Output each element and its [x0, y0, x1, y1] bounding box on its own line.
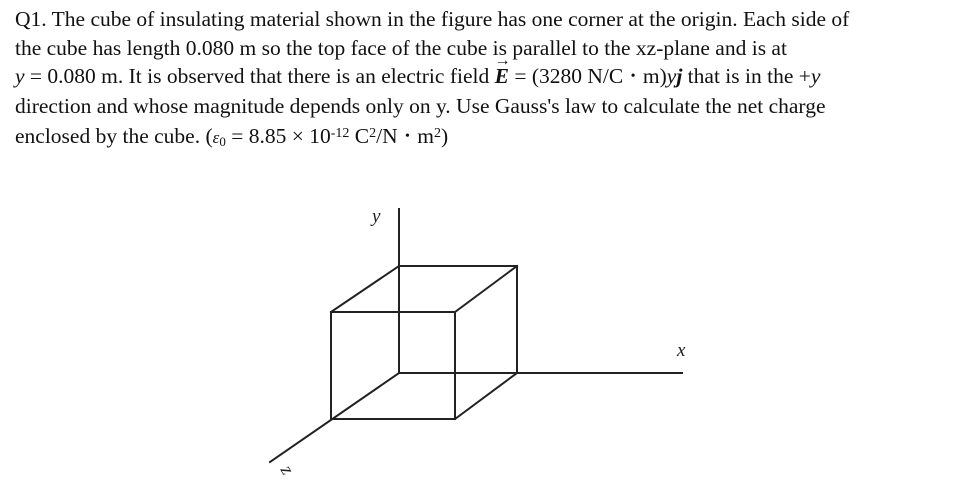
line5-part-e: m	[411, 124, 434, 148]
epsilon-symbol: ε	[212, 128, 220, 147]
z-axis-line	[270, 373, 399, 462]
var-y: y	[15, 64, 25, 88]
line5-part-d: /N	[376, 124, 403, 148]
question-line-1: Q1. The cube of insulating material shown in the figure has one corner at the origin. Each side of	[15, 7, 850, 31]
line3-part-b: = 0.080 m. It is observed that there is an electric field	[24, 64, 495, 88]
line3-part-c: = (3280 N/C	[508, 64, 629, 88]
line3-part-d: m)	[637, 64, 667, 88]
axis-x-label: x	[677, 340, 686, 361]
dot-symbol: •	[630, 69, 636, 84]
var-y-2: y	[666, 64, 677, 88]
question-line-2: the cube has length 0.080 m so the top face of the cube is parallel to the xz-plane and is at	[15, 35, 787, 60]
c-squared: 2	[369, 126, 377, 141]
cube-front-face	[331, 312, 455, 419]
line5-part-c: C	[349, 124, 370, 148]
epsilon-subscript: 0	[219, 134, 226, 149]
axis-y-label: y	[372, 206, 381, 227]
axis-z-label: z	[275, 461, 298, 479]
question-line-4: direction and whose magnitude depends only on y. Use Gauss's law to calculate the net charge	[15, 93, 826, 118]
cube-edge-bottom-right	[455, 373, 517, 419]
line5-part-f: )	[440, 124, 449, 148]
line3-part-e: that is in the +	[682, 64, 811, 88]
unit-vector-j: j	[676, 64, 683, 88]
cube-edge-top-left	[331, 266, 399, 312]
cube-edge-top-right	[455, 266, 517, 312]
exponent: -12	[330, 126, 350, 141]
line5-part-b: = 8.85 × 10	[225, 124, 331, 148]
var-y-3: y	[810, 64, 821, 88]
vector-e-symbol: → E	[495, 62, 509, 91]
dot-symbol-2: •	[404, 129, 410, 144]
m-squared: 2	[433, 126, 441, 141]
line5-part-a: enclosed by the cube. (	[15, 124, 213, 148]
